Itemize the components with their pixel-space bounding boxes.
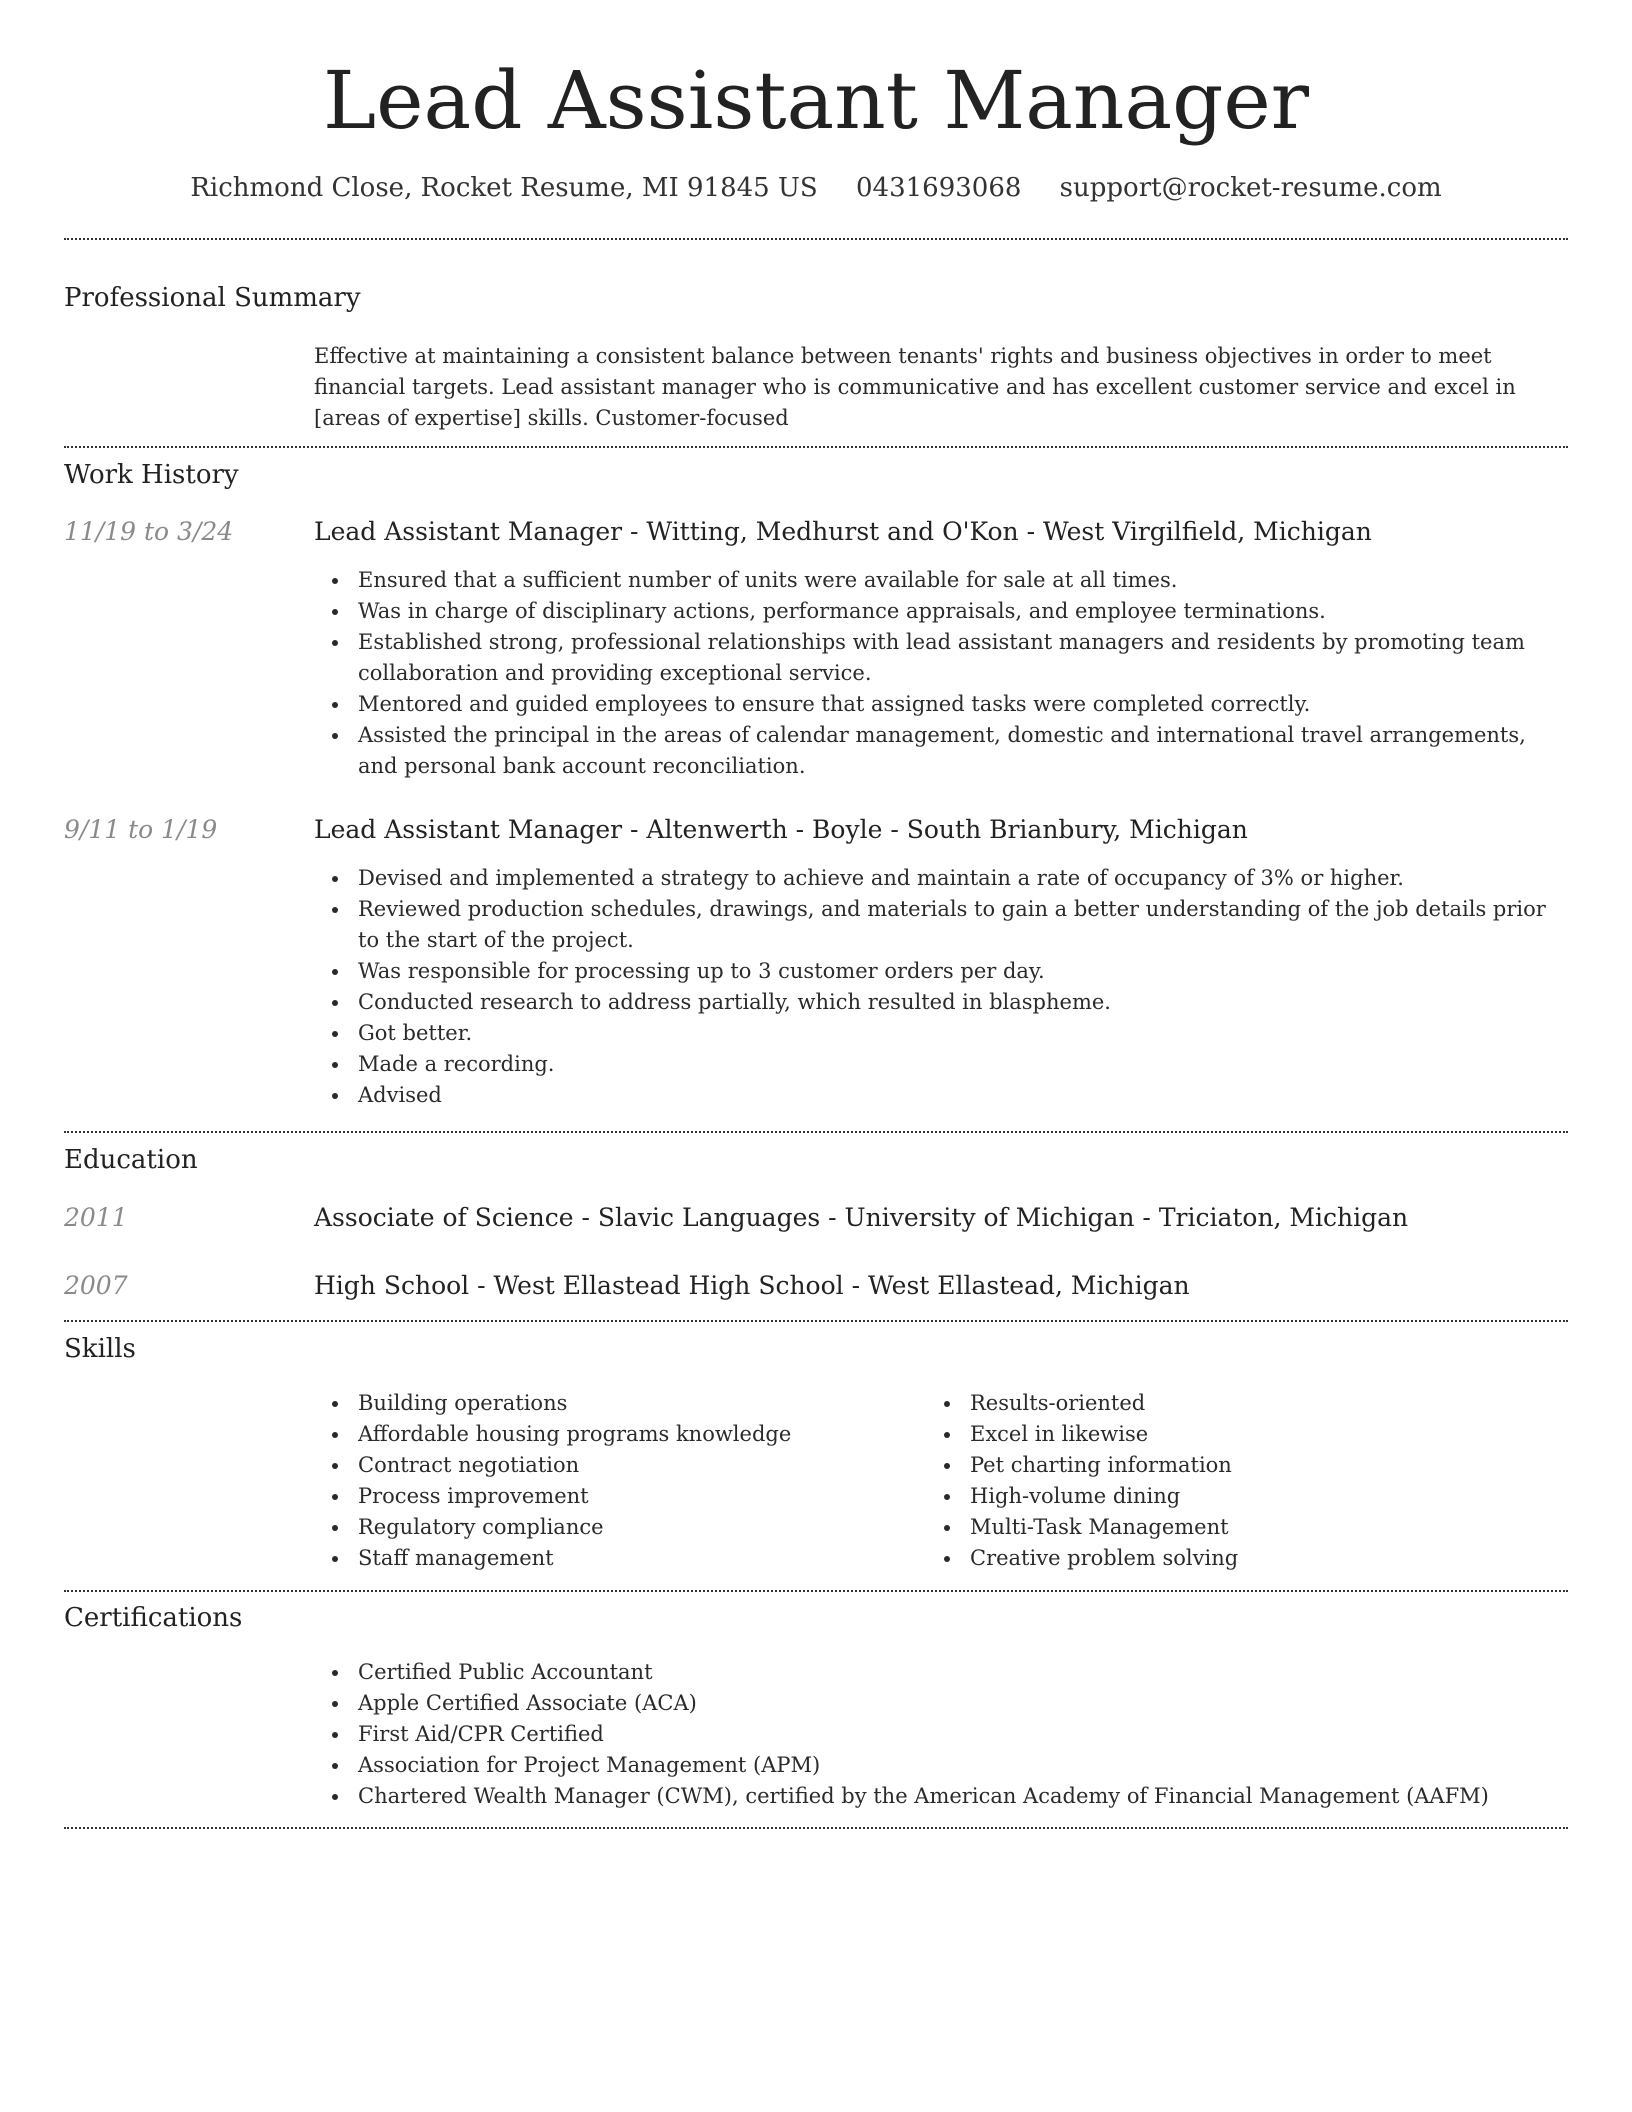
contact-info	[0, 170, 1632, 206]
list-item: Was in charge of disciplinary actions, performance appraisals, and employee terminations.	[358, 596, 1568, 627]
skill-item: Contract negotiation	[358, 1450, 918, 1481]
skill-item: Building operations	[358, 1388, 918, 1419]
skills-list-right	[926, 1388, 1570, 1574]
education-details: - Slavic Languages - University of Michigan - Triciaton, Michigan	[573, 1203, 1409, 1232]
certification-item: Certified Public Accountant	[358, 1657, 1608, 1688]
skill-item: Pet charting information	[970, 1450, 1570, 1481]
skill-item: Multi-Task Management	[970, 1512, 1570, 1543]
list-item: Assisted the principal in the areas of calendar management, domestic and international travel arrangements, and personal bank account reconciliation.	[358, 720, 1568, 782]
skill-item: Creative problem solving	[970, 1543, 1570, 1574]
education-entry	[314, 1269, 1568, 1303]
section-title-work: Work History	[64, 460, 239, 490]
divider	[64, 238, 1568, 240]
job-dates: 11/19 to 3/24	[64, 517, 234, 546]
job-title	[314, 813, 1568, 847]
education-degree: High School	[314, 1271, 470, 1300]
summary-text: Effective at maintaining a consistent balance between tenants' rights and business objectives in order to meet financial targets. Lead assistant manager who is communicative and has excellent customer service and excel in [areas of expertise] skills. Customer-focused	[314, 344, 1516, 430]
job-bullets	[314, 565, 1568, 782]
list-item: Reviewed production schedules, drawings, and materials to gain a better understanding of the job details prior to the start of the project.	[358, 894, 1568, 956]
certification-item: First Aid/CPR Certified	[358, 1719, 1608, 1750]
divider	[64, 1131, 1568, 1133]
resume-name: Lead Assistant Manager	[323, 54, 1309, 147]
skill-item: Results-oriented	[970, 1388, 1570, 1419]
job-title	[314, 515, 1568, 549]
list-item: Ensured that a sufficient number of units were available for sale at all times.	[358, 565, 1568, 596]
list-item: Mentored and guided employees to ensure that assigned tasks were completed correctly.	[358, 689, 1568, 720]
divider	[64, 1320, 1568, 1322]
list-item: Established strong, professional relationships with lead assistant managers and residents by promoting team collaboration and providing exceptional service.	[358, 627, 1568, 689]
contact-address: Richmond Close, Rocket Resume, MI 91845 US	[190, 173, 818, 203]
skill-item: Process improvement	[358, 1481, 918, 1512]
list-item: Advised	[358, 1080, 1568, 1111]
education-degree: Associate of Science	[314, 1203, 574, 1232]
job-dates: 9/11 to 1/19	[64, 815, 218, 844]
contact-email: support@rocket-resume.com	[1059, 173, 1442, 203]
divider	[64, 1590, 1568, 1592]
education-entry	[314, 1201, 1568, 1235]
list-item: Devised and implemented a strategy to achieve and maintain a rate of occupancy of 3% or higher.	[358, 863, 1568, 894]
job-role: Lead Assistant Manager	[314, 517, 623, 546]
job-role: Lead Assistant Manager	[314, 815, 623, 844]
contact-phone: 0431693068	[855, 173, 1022, 203]
job-details: - Witting, Medhurst and O'Kon - West Virgilfield, Michigan	[622, 517, 1372, 546]
skill-item: Affordable housing programs knowledge	[358, 1419, 918, 1450]
skills-list-left	[314, 1388, 918, 1574]
skill-item: Staff management	[358, 1543, 918, 1574]
section-title-skills: Skills	[64, 1334, 136, 1364]
divider	[64, 1827, 1568, 1829]
education-details: - West Ellastead High School - West Ellastead, Michigan	[469, 1271, 1190, 1300]
list-item: Was responsible for processing up to 3 customer orders per day.	[358, 956, 1568, 987]
list-item: Got better.	[358, 1018, 1568, 1049]
certification-item: Association for Project Management (APM)	[358, 1750, 1608, 1781]
divider	[64, 446, 1568, 448]
job-details: - Altenwerth - Boyle - South Brianbury, Michigan	[622, 815, 1248, 844]
list-item: Conducted research to address partially, which resulted in blaspheme.	[358, 987, 1568, 1018]
section-title-education: Education	[64, 1145, 198, 1175]
certification-item: Chartered Wealth Manager (CWM), certified by the American Academy of Financial Management (AAFM)	[358, 1781, 1608, 1812]
section-title-certifications: Certifications	[64, 1603, 243, 1633]
skill-item: Excel in likewise	[970, 1419, 1570, 1450]
skill-item: High-volume dining	[970, 1481, 1570, 1512]
list-item: Made a recording.	[358, 1049, 1568, 1080]
certification-item: Apple Certified Associate (ACA)	[358, 1688, 1608, 1719]
education-year: 2007	[64, 1271, 128, 1300]
job-bullets	[314, 863, 1568, 1111]
section-title-summary: Professional Summary	[64, 283, 361, 313]
certifications-list	[314, 1657, 1608, 1812]
skill-item: Regulatory compliance	[358, 1512, 918, 1543]
education-year: 2011	[64, 1203, 128, 1232]
